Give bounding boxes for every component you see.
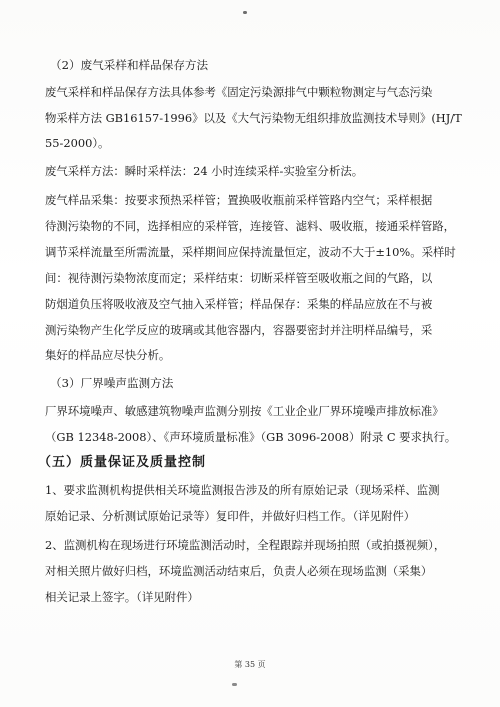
paragraph-line: 待测污染物的不同，选择相应的采样管，连接管、滤料、吸收瓶，接通采样管路， (45, 219, 456, 233)
paragraph-line: 55-2000）。 (45, 136, 110, 150)
paragraph-line: 相关记录上签字。（详见附件） (45, 590, 199, 604)
paragraph-line: 厂界环境噪声、敏感建筑物噪声监测分别按《工业企业厂界环境噪声排放标准》 (45, 404, 444, 418)
subheading-exhaust-sampling: （2）废气采样和样品保存方法 (50, 58, 209, 72)
paragraph-line: 废气样品采集：按要求预热采样管；置换吸收瓶前采样管路内空气；采样根据 (45, 193, 433, 207)
page-number: 第 35 页 (234, 660, 266, 669)
paragraph-line: 间：视待测污染物浓度而定；采样结束：切断采样管至吸收瓶之间的气路，以 (45, 271, 433, 285)
paragraph-line: 1、要求监测机构提供相关环境监测报告涉及的所有原始记录（现场采样、监测 (45, 483, 440, 497)
paragraph-line: 测污染物产生化学反应的玻璃或其他容器内，容器要密封并注明样品编号，采 (45, 323, 433, 337)
scan-mark (232, 683, 237, 686)
paragraph-line: 废气采样方法：瞬时采样法：24 小时连续采样-实验室分析法。 (45, 164, 364, 178)
scan-speck (243, 11, 247, 14)
paragraph-line: 对相关照片做好归档，环境监测活动结束后，负责人必须在现场监测（采集） (45, 564, 433, 578)
paragraph-line: 物采样方法 GB16157-1996》以及《大气污染物无组织排放监测技术导则》(HJ/T (45, 111, 462, 125)
paragraph-line: （GB 12348-2008）、《声环境质量标准》（GB 3096-2008）附录 C 要求执行。 (45, 430, 457, 444)
paragraph-line: 废气采样和样品保存方法具体参考《固定污染源排气中颗粒物测定与气态污染 (45, 85, 433, 99)
subheading-noise-monitoring: （3）厂界噪声监测方法 (50, 376, 174, 390)
paragraph-line: 调节采样流量至所需流量，采样期间应保持流量恒定，波动不大于±10%。采样时 (45, 245, 456, 259)
paragraph-line: 原始记录、分析测试原始记录等）复印件，并做好归档工作。（详见附件） (45, 509, 416, 523)
paragraph-line: 集好的样品应尽快分析。 (45, 348, 171, 362)
paragraph-line: 防烟道负压将吸收液及空气抽入采样管；样品保存：采集的样品应放在不与被 (45, 297, 433, 311)
paragraph-line: 2、监测机构在现场进行环境监测活动时，全程跟踪并现场拍照（或拍摄视频）， (45, 538, 446, 552)
section-heading-quality-control: （五）质量保证及质量控制 (38, 455, 207, 470)
